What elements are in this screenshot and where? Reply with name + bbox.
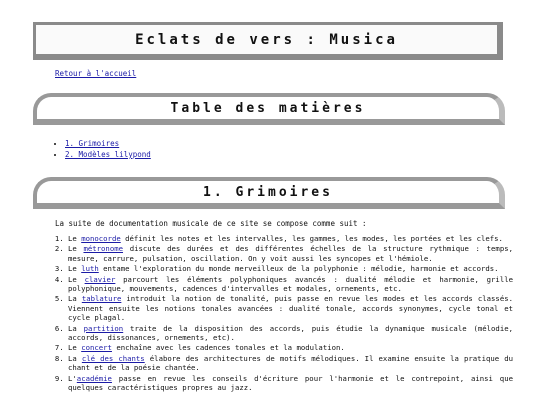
item-prefix: Le	[68, 244, 84, 254]
toc-list	[55, 138, 151, 160]
grimoires-list	[55, 234, 513, 394]
list-item	[68, 324, 513, 343]
item-text: enchaîne avec les cadences tonales et la modulation.	[111, 343, 345, 353]
item-text: parcourt les éléments polyphoniques avancés : dualité mélodie et harmonie, grille polyphonique, mouvements, cadences d'intervalles et modales, ornements, etc.	[68, 274, 514, 294]
link-concert[interactable]: concert	[81, 343, 112, 353]
item-prefix: Le	[68, 234, 82, 243]
link-tablature[interactable]: tablature	[81, 294, 122, 304]
link-clavier[interactable]: clavier	[84, 274, 116, 284]
toc-item	[65, 149, 151, 160]
link-metronome[interactable]: métronome	[83, 244, 124, 254]
item-text: traite de la disposition des accords, puis étudie la dynamique musicale (mélodie, accords, dissonances, ornements, etc).	[68, 323, 514, 343]
item-text: introduit la notion de tonalité, puis passe en revue les modes et les accords classés. Viennent ensuite les notions tonales avancées : dualité tonale, accords synonymes, cycle tonal et cycle plagal.	[68, 294, 513, 323]
item-prefix: L'	[68, 373, 77, 383]
link-luth[interactable]: luth	[81, 264, 99, 274]
link-academie[interactable]: académie	[76, 373, 112, 383]
link-monocorde[interactable]: monocorde	[81, 234, 121, 243]
list-item	[68, 244, 513, 263]
home-link[interactable]: Retour à l'accueil	[55, 69, 137, 78]
list-item	[68, 264, 513, 273]
item-prefix: Le	[68, 274, 85, 284]
page-title-box	[33, 22, 503, 60]
item-prefix: La	[68, 294, 82, 304]
item-prefix: Le	[68, 264, 82, 274]
page-title: Eclats de vers : Musica	[135, 31, 398, 48]
toc-item	[65, 138, 151, 149]
item-prefix: La	[68, 323, 84, 333]
item-text: entame l'exploration du monde merveilleux de la polyphonie : mélodie, harmonie et accords.	[98, 264, 499, 274]
list-item	[68, 343, 513, 352]
list-item	[68, 234, 513, 243]
list-item	[68, 354, 513, 373]
item-prefix: La	[68, 353, 82, 363]
item-text: passe en revue les conseils d'écriture pour l'harmonie et le contrepoint, ainsi que quelques caractéristiques propres au jazz.	[68, 373, 513, 393]
link-cle-des-chants[interactable]: clé des chants	[81, 353, 145, 363]
item-text: élabore des architectures de motifs mélodiques. Il examine ensuite la pratique du chant et de la poésie chantée.	[68, 353, 514, 373]
toc-link-grimoires[interactable]: 1. Grimoires	[65, 139, 120, 148]
item-text: définit les notes et les intervalles, les gammes, les modes, les portées et les clefs.	[120, 234, 503, 243]
section-intro: La suite de documentation musicale de ce site se compose comme suit :	[55, 219, 367, 228]
list-item	[68, 294, 513, 322]
link-partition[interactable]: partition	[83, 323, 124, 333]
section-heading-box	[33, 177, 505, 209]
toc-heading: Table des matières	[170, 100, 366, 116]
list-item	[68, 275, 513, 294]
toc-link-lilypond[interactable]: 2. Modèles lilypond	[65, 150, 151, 159]
section-heading: 1. Grimoires	[203, 184, 333, 200]
toc-heading-box	[33, 93, 505, 125]
item-prefix: Le	[68, 343, 82, 353]
list-item	[68, 374, 513, 393]
item-text: discute des durées et des différentes échelles de la structure rythmique : temps, mesure, carrure, pulsation, oscillation. On y voit aussi les syncopes et l'hémiole.	[68, 244, 513, 263]
